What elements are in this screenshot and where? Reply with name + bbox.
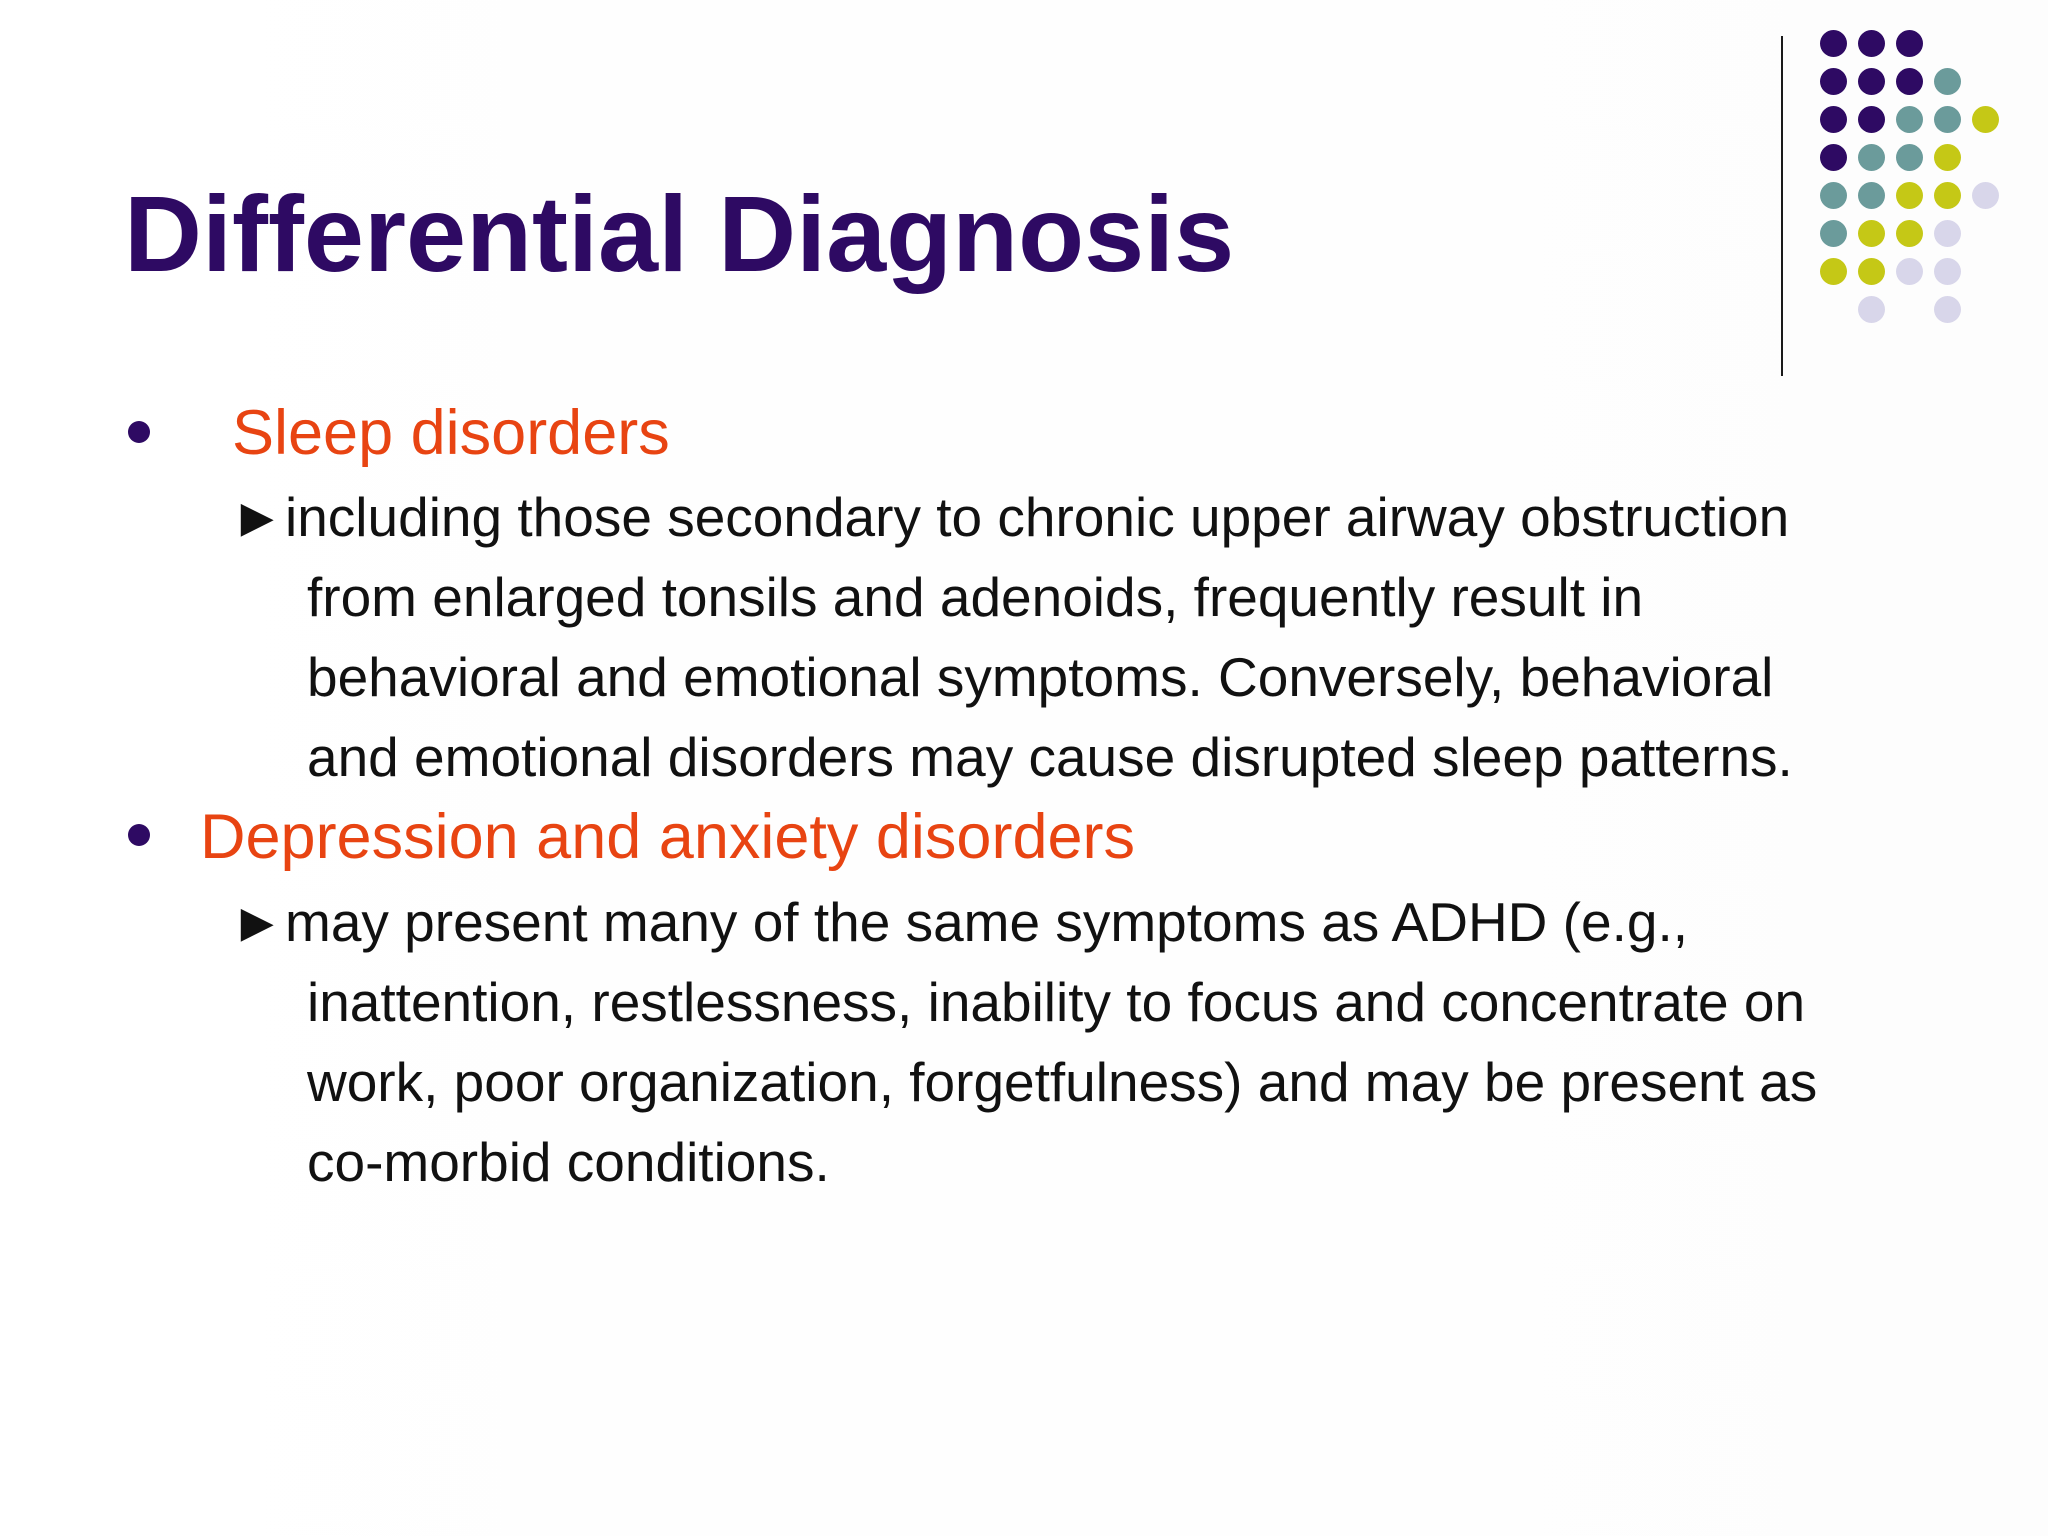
decorative-dot [1972, 106, 1999, 133]
decorative-dot [1820, 258, 1847, 285]
decorative-dot [1858, 182, 1885, 209]
decorative-dot [1858, 106, 1885, 133]
decorative-dot [1934, 144, 1961, 171]
body-line: inattention, restlessness, inability to focus and concentrate on [307, 971, 1806, 1033]
body-line: co-morbid conditions. [307, 1131, 830, 1193]
bullet-icon [128, 824, 150, 846]
item-heading-sleep-disorders: Sleep disorders [232, 398, 670, 468]
decorative-dot [1858, 220, 1885, 247]
decorative-dot [1858, 144, 1885, 171]
decorative-dot [1896, 220, 1923, 247]
decorative-dot [1896, 182, 1923, 209]
body-line: work, poor organization, forgetfulness) and may be present as [307, 1051, 1818, 1113]
decorative-dot [1858, 68, 1885, 95]
decorative-dot [1972, 182, 1999, 209]
item-body-depression-anxiety [230, 882, 1817, 1202]
decorative-dot [1896, 30, 1923, 57]
body-line-text: may present many of the same symptoms as ADHD (e.g., [285, 891, 1689, 953]
decorative-dot [1820, 106, 1847, 133]
decorative-dot [1934, 68, 1961, 95]
decorative-dot [1820, 182, 1847, 209]
decorative-dot [1896, 258, 1923, 285]
decorative-dot [1820, 30, 1847, 57]
body-line: behavioral and emotional symptoms. Conversely, behavioral [307, 646, 1774, 708]
decorative-dot [1934, 258, 1961, 285]
decorative-dot [1934, 296, 1961, 323]
decorative-dot [1896, 68, 1923, 95]
decorative-dot [1820, 220, 1847, 247]
decorative-dot-grid [1820, 30, 2020, 340]
slide-title: Differential Diagnosis [124, 173, 1235, 294]
decorative-dot [1820, 68, 1847, 95]
arrow-icon: ► [230, 486, 285, 548]
body-line [230, 477, 1793, 557]
decorative-dot [1858, 296, 1885, 323]
arrow-icon: ► [230, 891, 285, 953]
decorative-dot [1858, 258, 1885, 285]
item-heading-depression-anxiety: Depression and anxiety disorders [200, 802, 1136, 872]
body-line: from enlarged tonsils and adenoids, frequently result in [307, 566, 1644, 628]
decorative-dot [1934, 106, 1961, 133]
body-line-text: including those secondary to chronic upper airway obstruction [285, 486, 1790, 548]
decorative-dot [1896, 144, 1923, 171]
decorative-dot [1896, 106, 1923, 133]
decorative-dot [1858, 30, 1885, 57]
title-divider [1781, 36, 1783, 376]
decorative-dot [1934, 182, 1961, 209]
item-body-sleep-disorders [230, 477, 1793, 797]
decorative-dot [1820, 144, 1847, 171]
body-line [230, 882, 1817, 962]
bullet-icon [128, 421, 150, 443]
body-line: and emotional disorders may cause disrupted sleep patterns. [307, 726, 1793, 788]
decorative-dot [1934, 220, 1961, 247]
